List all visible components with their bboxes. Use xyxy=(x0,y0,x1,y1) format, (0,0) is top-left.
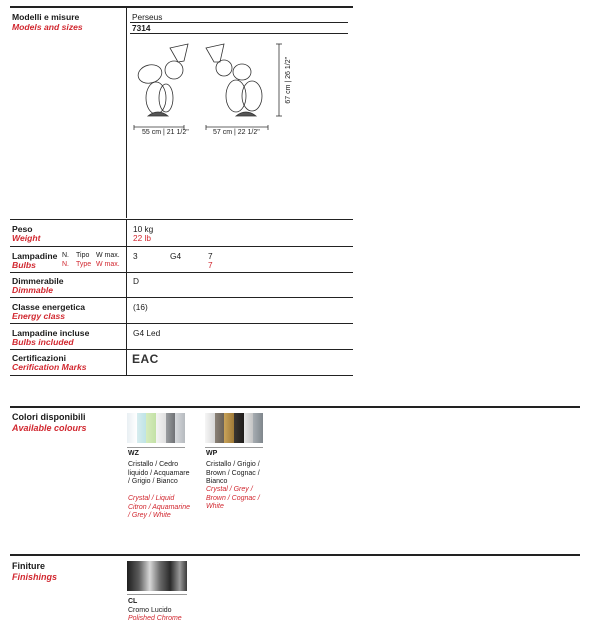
right-lamp-body-b xyxy=(242,81,262,111)
swatch-stripe xyxy=(215,413,225,443)
right-lamp-shade xyxy=(206,44,224,62)
swatch-stripe xyxy=(175,413,185,443)
row-rule-certs xyxy=(10,349,353,350)
dimmable-label-en: Dimmable xyxy=(12,285,54,295)
bulbs-label-en: Bulbs xyxy=(12,260,36,270)
model-name-rule xyxy=(130,22,348,23)
colour-wp-name-en: Crystal / Grey / Brown / Cognac / White xyxy=(206,486,260,511)
bulbs-wmax: 7 xyxy=(208,251,213,261)
row-rule-energy xyxy=(10,297,353,298)
swatch-stripe xyxy=(224,413,234,443)
finishes-label-en: Finishings xyxy=(12,572,57,582)
colour-wz-name-it: Cristallo / Cedro liquido / Acquamare / Grigio / Bianco xyxy=(128,461,190,486)
certs-label-it: Certificazioni xyxy=(12,353,66,363)
weight-value-en: 22 lb xyxy=(133,233,151,243)
certs-label-en: Cerification Marks xyxy=(12,362,87,372)
swatch-stripe xyxy=(146,413,156,443)
weight-label-en: Weight xyxy=(12,233,41,243)
finish-cl-name-en: Polished Chrome xyxy=(128,615,182,622)
bulbs-label-it: Lampadine xyxy=(12,251,58,261)
finish-cl-code: CL xyxy=(128,598,138,605)
left-lamp-globe-side xyxy=(136,62,164,86)
swatch-wp[interactable] xyxy=(205,413,263,443)
right-lamp-globe-front xyxy=(233,64,251,80)
swatch-stripe xyxy=(234,413,244,443)
right-lamp-body-a xyxy=(226,80,246,112)
row-rule-included xyxy=(10,323,353,324)
eac-mark-icon: EAC xyxy=(132,352,159,366)
finishes-rule xyxy=(10,554,580,556)
left-lamp-body-a xyxy=(146,82,166,114)
row-divider xyxy=(126,349,127,375)
left-lamp-base xyxy=(148,112,168,116)
swatch-stripe xyxy=(137,413,147,443)
top-rule xyxy=(10,6,353,8)
bulbs-col-n: N. xyxy=(62,252,69,259)
bulbs-n: 3 xyxy=(133,251,138,261)
right-lamp-globe-top xyxy=(216,60,232,76)
row-rule-dimmable xyxy=(10,272,353,273)
swatch-stripe xyxy=(156,413,166,443)
model-code: 7314 xyxy=(132,23,151,33)
row-divider xyxy=(126,246,127,272)
dim-width-left: 55 cm | 21 1/2" xyxy=(142,129,189,136)
bulbs-col-type-en: Type xyxy=(76,261,92,268)
swatch-cl-rule xyxy=(127,594,187,595)
dimmable-value: D xyxy=(133,276,139,286)
colours-label-it: Colori disponibili xyxy=(12,412,86,422)
bulbs-col-n-en: N. xyxy=(62,261,69,268)
swatch-stripe xyxy=(244,413,254,443)
included-value: G4 Led xyxy=(133,328,161,338)
models-divider xyxy=(126,6,127,218)
row-rule-end xyxy=(10,375,353,376)
weight-value: 10 kg xyxy=(133,224,154,234)
dim-width-right: 57 cm | 22 1/2" xyxy=(213,129,260,136)
swatch-stripe xyxy=(253,413,263,443)
dimmable-label-it: Dimmerabile xyxy=(12,276,64,286)
colour-wz-code: WZ xyxy=(128,450,139,457)
colours-label-en: Available colours xyxy=(12,423,87,433)
swatch-stripe xyxy=(166,413,176,443)
right-lamp-base xyxy=(236,112,256,116)
included-label-en: Bulbs included xyxy=(12,337,74,347)
models-label-en: Models and sizes xyxy=(12,22,83,32)
row-divider xyxy=(126,272,127,298)
colour-wp-name-it: Cristallo / Grigio / Brown / Cognac / Bianco xyxy=(206,461,260,486)
colour-wp-code: WP xyxy=(206,450,218,457)
row-rule-weight xyxy=(10,219,353,220)
swatch-wz-rule xyxy=(127,447,185,448)
bulbs-col-wmax-en: W max. xyxy=(96,261,120,268)
dim-height: 67 cm | 26 1/2" xyxy=(284,56,292,104)
energy-label-it: Classe energetica xyxy=(12,302,86,312)
model-name: Perseus xyxy=(132,12,163,22)
row-rule-bulbs xyxy=(10,246,353,247)
bulbs-type: G4 xyxy=(170,251,182,261)
left-lamp-shade xyxy=(170,44,188,62)
energy-label-en: Energy class xyxy=(12,311,66,321)
swatch-stripe xyxy=(127,413,137,443)
weight-label-it: Peso xyxy=(12,224,33,234)
colours-rule xyxy=(10,406,580,408)
finishes-label-it: Finiture xyxy=(12,561,45,571)
swatch-stripe xyxy=(205,413,215,443)
colour-wz-name-en: Crystal / Liquid Citron / Aquamarine / Grey / White xyxy=(128,495,190,520)
bulbs-wmax-en: 7 xyxy=(208,260,213,270)
bulbs-col-wmax: W max. xyxy=(96,252,120,259)
finish-cl-name-it: Cromo Lucido xyxy=(128,607,172,614)
included-label-it: Lampadine incluse xyxy=(12,328,90,338)
bulbs-col-type: Tipo xyxy=(76,252,90,259)
energy-value: (16) xyxy=(133,302,148,312)
swatch-wp-rule xyxy=(205,447,263,448)
row-divider xyxy=(126,219,127,247)
left-lamp-globe-top xyxy=(165,61,183,79)
model-code-rule xyxy=(130,33,348,34)
models-label-it: Modelli e misure xyxy=(12,12,80,22)
row-divider xyxy=(126,323,127,349)
lamp-drawings xyxy=(128,36,298,142)
row-divider xyxy=(126,297,127,323)
swatch-cl[interactable] xyxy=(127,561,187,591)
swatch-wz[interactable] xyxy=(127,413,185,443)
